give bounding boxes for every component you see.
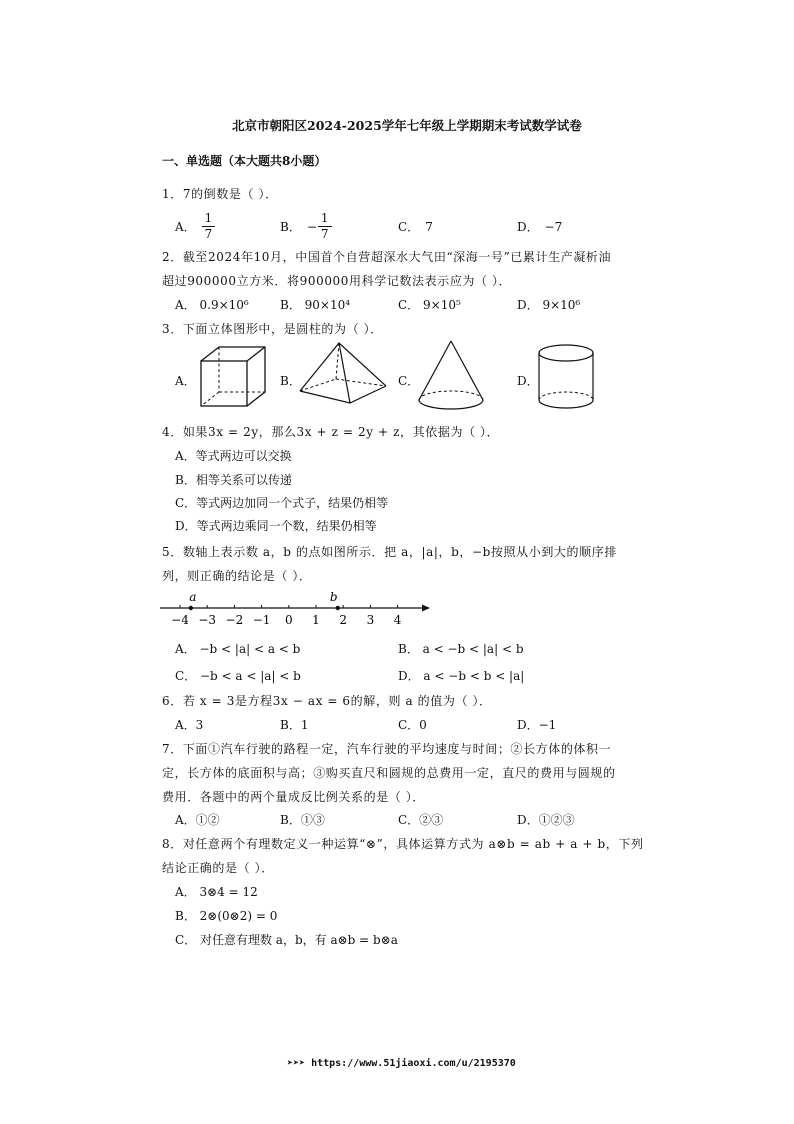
footer-watermark-link[interactable]: ➤➤➤ https://www.51jiaoxi.com/u/2195370 — [287, 1058, 516, 1069]
q1-fraction-b — [318, 211, 332, 242]
q2-label-c: C． — [398, 298, 420, 312]
point-b-label: b — [329, 590, 338, 604]
number-line-tick-label: −3 — [198, 613, 217, 627]
number-line-tick-label: 2 — [339, 613, 348, 627]
q2-b-value: 90×10⁴ — [304, 298, 351, 312]
q5-stem-line2: 列，则正确的结论是（ ）． — [162, 569, 312, 583]
q1-option-d — [517, 218, 562, 235]
q1-b-sign: − — [306, 219, 317, 234]
q2-label-d: D． — [517, 298, 539, 312]
q1-option-a — [175, 211, 215, 242]
q1-fraction-a — [202, 211, 216, 242]
number-line-arrow — [422, 605, 430, 612]
q1-a-numerator: 1 — [202, 211, 216, 227]
q3-label-b: B． — [280, 374, 301, 388]
number-line-tick-label: −2 — [225, 613, 244, 627]
q1-b-numerator: 1 — [318, 211, 332, 227]
q5-stem-line1: 5．数轴上表示数 a，b 的点如图所示．把 a，|a|，b，−b按照从小到大的顺序排 — [162, 545, 617, 559]
q2-option-b — [280, 296, 350, 313]
point-a-label: a — [189, 590, 197, 604]
number-line-tick-label: 3 — [366, 613, 375, 627]
number-line-tick-label: −1 — [252, 613, 271, 627]
q8-option-b: B． 2⊗(0⊗2) = 0 — [175, 909, 278, 923]
q4-option-a: A．等式两边可以交换 — [175, 449, 292, 463]
q2-option-a — [175, 296, 249, 313]
q5-option-d: D． a < −b < b < |a| — [398, 669, 525, 683]
page-title: 北京市朝阳区2024-2025学年七年级上学期期末考试数学试卷 — [232, 118, 582, 133]
q2-option-c — [398, 296, 461, 313]
section-heading: 一、单选题（本大题共8小题） — [162, 154, 327, 168]
q6-stem: 6．若 x = 3是方程3x − ax = 6的解，则 a 的值为（ ）． — [162, 694, 492, 708]
q4-option-b: B．相等关系可以传递 — [175, 473, 292, 487]
q5-option-c: C． −b < a < |a| < b — [175, 669, 301, 683]
q8-option-c: C． 对任意有理数 a，b，有 a⊗b = b⊗a — [175, 933, 398, 947]
q2-c-value: 9×10⁵ — [423, 298, 461, 312]
q4-option-d: D．等式两边乘同一个数，结果仍相等 — [175, 519, 377, 533]
point-b-dot — [336, 606, 340, 610]
q7-option-b: B．①③ — [280, 813, 325, 827]
q7-option-c: C．②③ — [398, 813, 444, 827]
q6-option-b: B．1 — [280, 718, 309, 732]
q6-option-c: C．0 — [398, 718, 427, 732]
q1-option-c — [398, 218, 433, 235]
q7-option-d: D．①②③ — [517, 813, 575, 827]
q1-d-value: −7 — [544, 220, 563, 234]
q7-stem-line2: 定，长方体的底面积与高；③购买直尺和圆规的总费用一定，直尺的费用与圆规的 — [162, 766, 616, 780]
number-line-tick-label: −4 — [171, 613, 189, 627]
point-a-dot — [189, 606, 193, 610]
cube-figure — [198, 344, 270, 410]
q3-label-d: D． — [517, 374, 539, 388]
q3-label-a: A． — [175, 374, 196, 388]
q4-option-c: C．等式两边加同一个式子，结果仍相等 — [175, 496, 389, 510]
q2-stem-line1: 2．截至2024年10月，中国首个自营超深水大气田“深海一号”已累计生产凝析油 — [162, 250, 612, 264]
number-line — [160, 588, 435, 630]
q7-stem-line1: 7．下面①汽车行驶的路程一定，汽车行驶的平均速度与时间；②长方体的体积一 — [162, 742, 612, 756]
q1-b-denominator: 7 — [320, 227, 329, 241]
q5-option-b: B． a < −b < |a| < b — [398, 642, 524, 656]
q7-stem-line3: 费用．各题中的两个量成反比例关系的是（ ）． — [162, 790, 426, 804]
q6-option-d: D．−1 — [517, 718, 557, 732]
number-line-tick-label: 4 — [393, 613, 402, 627]
q7-option-a: A．①② — [175, 813, 220, 827]
q2-d-value: 9×10⁶ — [542, 298, 581, 312]
q8-stem-line2: 结论正确的是（ ）． — [162, 861, 274, 875]
q8-option-a: A． 3⊗4 = 12 — [175, 885, 258, 899]
q2-option-d — [517, 296, 580, 313]
q2-a-value: 0.9×10⁶ — [199, 298, 249, 312]
q6-option-a: A．3 — [175, 718, 204, 732]
q5-option-a: A． −b < |a| < a < b — [175, 642, 301, 656]
q2-stem-line2: 超过900000立方米．将900000用科学记数法表示应为（ ）． — [162, 274, 512, 288]
pyramid-figure — [298, 339, 388, 409]
q4-stem: 4．如果3x = 2y，那么3x + z = 2y + z，其依据为（ ）． — [162, 425, 500, 439]
q1-label-d: D． — [517, 220, 539, 234]
q1-label-a: A． — [175, 220, 196, 234]
q1-c-value: 7 — [425, 220, 433, 234]
number-line-tick-label: 0 — [284, 613, 293, 627]
q3-stem: 3．下面立体图形中，是圆柱的为（ ）． — [162, 322, 383, 336]
cylinder-figure — [536, 342, 598, 412]
cone-figure — [416, 338, 486, 414]
q8-stem-line1: 8．对任意两个有理数定义一种运算“⊗”，具体运算方式为 a⊗b = ab + a + b，下列 — [162, 837, 644, 851]
q1-option-b — [280, 211, 332, 242]
q3-label-c: C． — [398, 374, 420, 388]
q1-label-b: B． — [280, 220, 301, 234]
q2-label-b: B． — [280, 298, 301, 312]
q1-label-c: C． — [398, 220, 420, 234]
q1-stem: 1．7的倒数是（ ）． — [162, 187, 278, 201]
q2-label-a: A． — [175, 298, 196, 312]
number-line-tick-label: 1 — [312, 613, 320, 627]
q1-a-denominator: 7 — [204, 227, 213, 241]
